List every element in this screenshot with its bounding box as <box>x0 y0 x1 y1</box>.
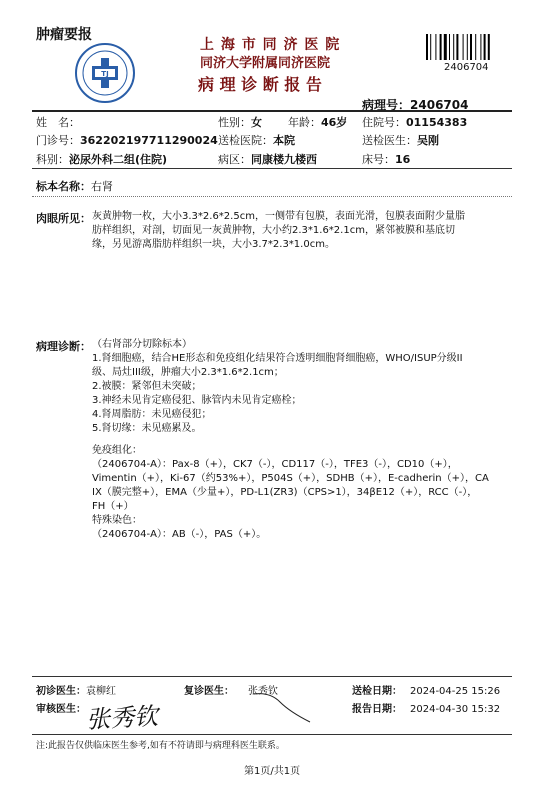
pathology-number-label: 病理号： <box>362 98 411 112</box>
pathology-number-value: 2406704 <box>410 98 469 112</box>
patient-inpatient-no: 住院号：01154383 <box>362 116 468 129</box>
patient-bed: 床号：16 <box>362 153 411 166</box>
ihc-line: 特殊染色： <box>92 515 142 526</box>
page-indicator: 第1页/共1页 <box>244 766 301 777</box>
specimen-divider <box>32 196 512 197</box>
report-date: 报告日期： 2024-04-30 15:32 <box>352 704 501 715</box>
ihc-line: FH（+） <box>92 501 134 512</box>
ihc-line: Vimentin（+），Ki-67（约53%+），P504S（+），SDHB（+），E-cadherin（+），CA <box>92 473 489 484</box>
diagnosis-line: 4.肾周脂肪：未见癌侵犯； <box>92 409 212 420</box>
patient-age: 年龄：46岁 <box>288 116 348 129</box>
specimen: 标本名称：右肾 <box>36 180 113 193</box>
review-doctor: 复诊医生： 张秀钦 <box>184 686 278 697</box>
review-signature-stroke <box>250 688 320 728</box>
diagnosis-line: 2.被膜：紧邻但未突破； <box>92 381 202 392</box>
hospital-name-line1: 上 海 市 同 济 医 院 <box>200 37 341 53</box>
diagnosis-text <box>92 338 522 436</box>
barcode-number: 2406704 <box>444 62 489 73</box>
footer-note: 注:此报告仅供临床医生参考,如有不符请即与病理科医生联系。 <box>36 741 285 751</box>
audit-doctor-label: 审核医生： <box>36 704 86 715</box>
gross-label: 肉眼所见： <box>36 212 91 225</box>
footer-divider <box>32 734 512 735</box>
gross-line: 灰黄肿物一枚，大小3.3*2.6*2.5cm，一侧带有包膜，表面光滑，包膜表面附少量脂 <box>92 211 465 222</box>
patient-clinic-no: 门诊号：362202197711290024 <box>36 134 218 147</box>
hospital-name-line2: 同济大学附属同济医院 <box>200 56 331 71</box>
diagnosis-line: 3.神经未见肯定癌侵犯、脉管内未见肯定癌栓； <box>92 395 302 406</box>
ihc-line: （2406704-A）：AB（-），PAS（+）。 <box>92 529 267 540</box>
ihc-text <box>92 444 522 542</box>
sending-doctor: 送检医生：吴刚 <box>362 134 439 147</box>
info-divider <box>32 168 512 169</box>
hospital-logo <box>74 42 136 104</box>
report-title: 病 理 诊 断 报 告 <box>198 75 322 94</box>
diagnosis-line: 级、局灶III级，肿瘤大小2.3*1.6*2.1cm； <box>92 367 284 378</box>
barcode <box>424 34 504 62</box>
sent-date: 送检日期： 2024-04-25 15:26 <box>352 686 501 697</box>
patient-ward: 病区：同康楼九楼西 <box>218 153 317 166</box>
diagnosis-line: 1.肾细胞癌，结合HE形态和免疫组化结果符合透明细胞肾细胞癌，WHO/ISUP分级II <box>92 353 463 364</box>
initial-doctor: 初诊医生：袁柳红 <box>36 686 116 697</box>
patient-gender: 性别：女 <box>218 116 262 129</box>
diagnosis-label: 病理诊断： <box>36 340 91 353</box>
gross-line: 肪样组织，对剖，切面见一灰黄肿物，大小约2.3*1.6*2.1cm，紧邻被膜和基底切 <box>92 225 455 236</box>
ihc-line: IX（膜完整+），EMA（少量+），PD-L1(ZR3)（CPS>1），34βE12（+），RCC（-）， <box>92 487 478 498</box>
diagnosis-line: （右肾部分切除标本） <box>92 339 192 350</box>
ihc-line: 免疫组化： <box>92 445 142 456</box>
diagnosis-line: 5.肾切缘：未见癌累及。 <box>92 423 202 434</box>
signature-divider <box>32 676 512 677</box>
svg-text:TJ: TJ <box>101 70 109 78</box>
gross-line: 缘，另见游离脂肪样组织一块，大小3.7*2.3*1.0cm。 <box>92 239 335 250</box>
sending-hospital: 送检医院：本院 <box>218 134 295 147</box>
patient-name: 姓 名： <box>36 116 80 129</box>
gross-text <box>92 210 522 252</box>
audit-signature: 张秀钦 <box>85 702 159 734</box>
corner-label: 肿瘤要报 <box>36 27 92 43</box>
patient-department: 科别：泌尿外科二组(住院) <box>36 153 168 166</box>
ihc-line: （2406704-A）：Pax-8（+），CK7（-），CD117（-），TFE3（-），CD10（+）， <box>92 459 458 470</box>
header-divider <box>32 110 512 112</box>
